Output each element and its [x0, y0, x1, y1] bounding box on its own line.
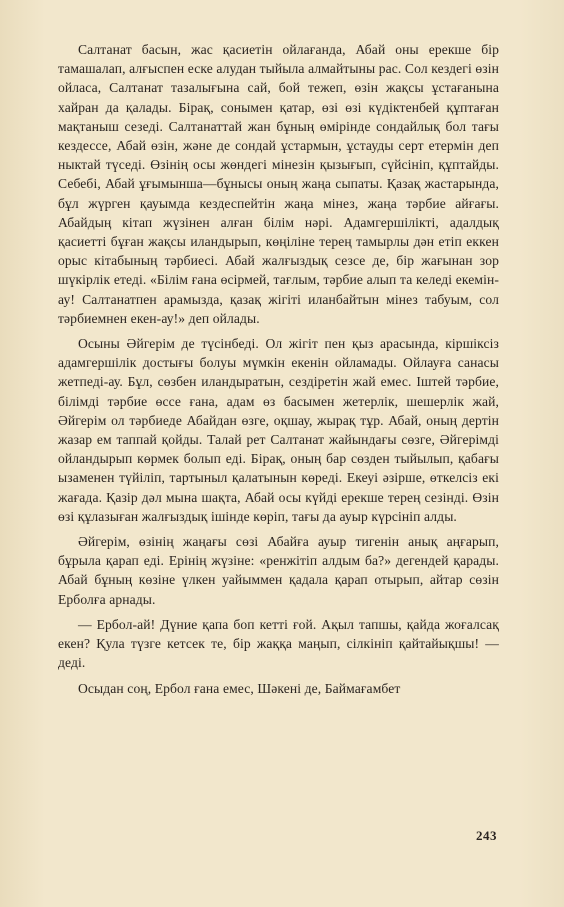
page-number: 243	[476, 828, 497, 843]
paragraph-4: — Ербол-ай! Дүние қапа боп кетті ғой. Ақыл тапшы, қайда жоғалсақ екен? Қула түзге кетсек те, бір жаққа маңып, сілкініп қайтайықшы! — деді.	[58, 616, 499, 671]
paragraph-2: Осыны Әйгерім де түсінбеді. Ол жігіт пен қыз арасында, кіршіксіз адамгершілік достығы болуы мүмкін екенін ойламады. Ойлауға санасы жетпеді-ау. Бұл, сөзбен иландыратын, сездіретін жай емес. Іштей тәрбие, білімді тәрбие өссе ғана, адам өз басымен жетерлік, шешерлік жай, Әйгерім ол тәрбиеде Абайдан өзге, оқшау, жырақ тұр. Абай, оның дертін жазар ем таппай қойды. Талай рет Салтанат жайындағы сөзге, Әйгерімді ойландырып көрмек болып еді. Бірақ, оның бар сөзден тыйылып, қабағы ызаменен түйіліп, тартыныл қалатынын көреді. Екеуі әзірше, өткелсіз екі жағада. Қазір дәл мына шақта, Абай осы күйді ерекше терең сезінді. Өзін өзі құлазыған жалғыздық ішінде көріп, тағы да ауыр күрсініп алды.	[58, 336, 499, 524]
paragraph-3: Әйгерім, өзінің жаңағы сөзі Абайға ауыр тигенін анық аңғарып, бұрыла қарап еді. Ерінің жүзіне: «ренжітіп алдым ба?» дегендей қарады. Абай бұның көзіне үлкен уайыммен қадала қарап отырып, айтар сөзін Ерболға арнады.	[58, 534, 499, 607]
page-text	[58, 40, 499, 698]
paragraph-1: Салтанат басын, жас қасиетін ойлағанда, Абай оны ерекше бір тамашалап, алғыспен еске алудан тыйыла алмайтыны рас. Сол кездегі өзін ойласа, Салтанат тазалығына сай, бой тежеп, өзін жақсы ұстағанына хайран да қалады. Бірақ, сонымен қатар, өзі өзі күдіктенбей құптаған мақтаныш сезеді. Салтанаттай жан бұның өмірінде сондайлық бол тағы кездессе, Абай өзін, және де сондай ұстармын, ұстауды серт етермін деп ныктай түседі. Өзінің осы жөндегі мінезін қызығып, сүйсініп, құптайды. Себебі, Абай ұғымынша—бұнысы оның жаңа сыпаты. Қазақ жастарында, бұл жүрген қауымда кездеспейтін жаңа мінез, жаңа тәрбие айғағы. Абайдың кітап жүзінен алған білім нәрі. Адамгершілікті, адалдық қасиетті бұған жақсы иландырып, көңіліне терең тамырлы дән етіп еккен орыс кітабының тәрбиесі. Абай жалғыздық сезсе де, бір жағынан зор шүкірлік етеді. «Білім ғана өсірмей, тағлым, тәрбие алып та келеді екемін-ау! Салтанатпен арамызда, қазақ жігіті иланбайтын мінез табуым, сол тәрбиемнен екен-ау!» деп ойлады.	[58, 42, 499, 326]
paragraph-5: Осыдан соң, Ербол ғана емес, Шәкені де, Баймағамбет	[78, 680, 401, 696]
